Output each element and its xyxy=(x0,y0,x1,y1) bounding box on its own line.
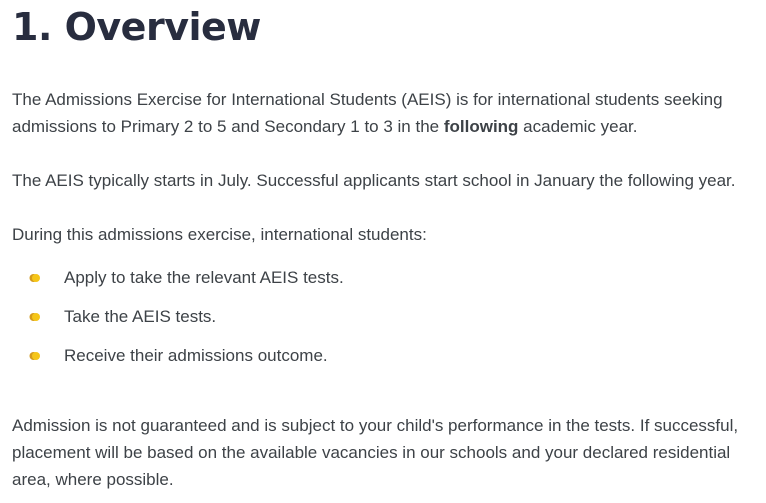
admission-note-paragraph: Admission is not guaranteed and is subject to your child's performance in the tests. If successful, placement will be based on the available vacancies in our schools and your declared residential area, where possible. xyxy=(12,416,739,489)
list-item xyxy=(12,264,752,303)
intro-emphasis: following xyxy=(443,117,519,136)
intro-paragraph xyxy=(12,86,757,140)
list-item xyxy=(12,342,752,381)
list-item xyxy=(12,303,752,342)
intro-text-end: academic year. xyxy=(518,117,638,136)
bullet-dot-icon xyxy=(29,272,41,284)
list-intro-paragraph: During this admissions exercise, international students: xyxy=(12,225,427,244)
bullet-list xyxy=(12,264,752,381)
intro-text-start: The Admissions Exercise for International Students (AEIS) is for international students seeking admissions to Primary 2 to 5 and Secondary 1 to 3 in the xyxy=(12,90,723,136)
list-item-text: Take the AEIS tests. xyxy=(64,307,217,326)
bullet-dot-icon xyxy=(29,311,41,323)
timing-paragraph: The AEIS typically starts in July. Successful applicants start school in January the following year. xyxy=(12,171,736,190)
list-item-text: Receive their admissions outcome. xyxy=(64,346,328,365)
bullet-dot-icon xyxy=(29,350,41,362)
list-item-text: Apply to take the relevant AEIS tests. xyxy=(64,268,344,287)
section-heading: 1. Overview xyxy=(12,5,261,49)
